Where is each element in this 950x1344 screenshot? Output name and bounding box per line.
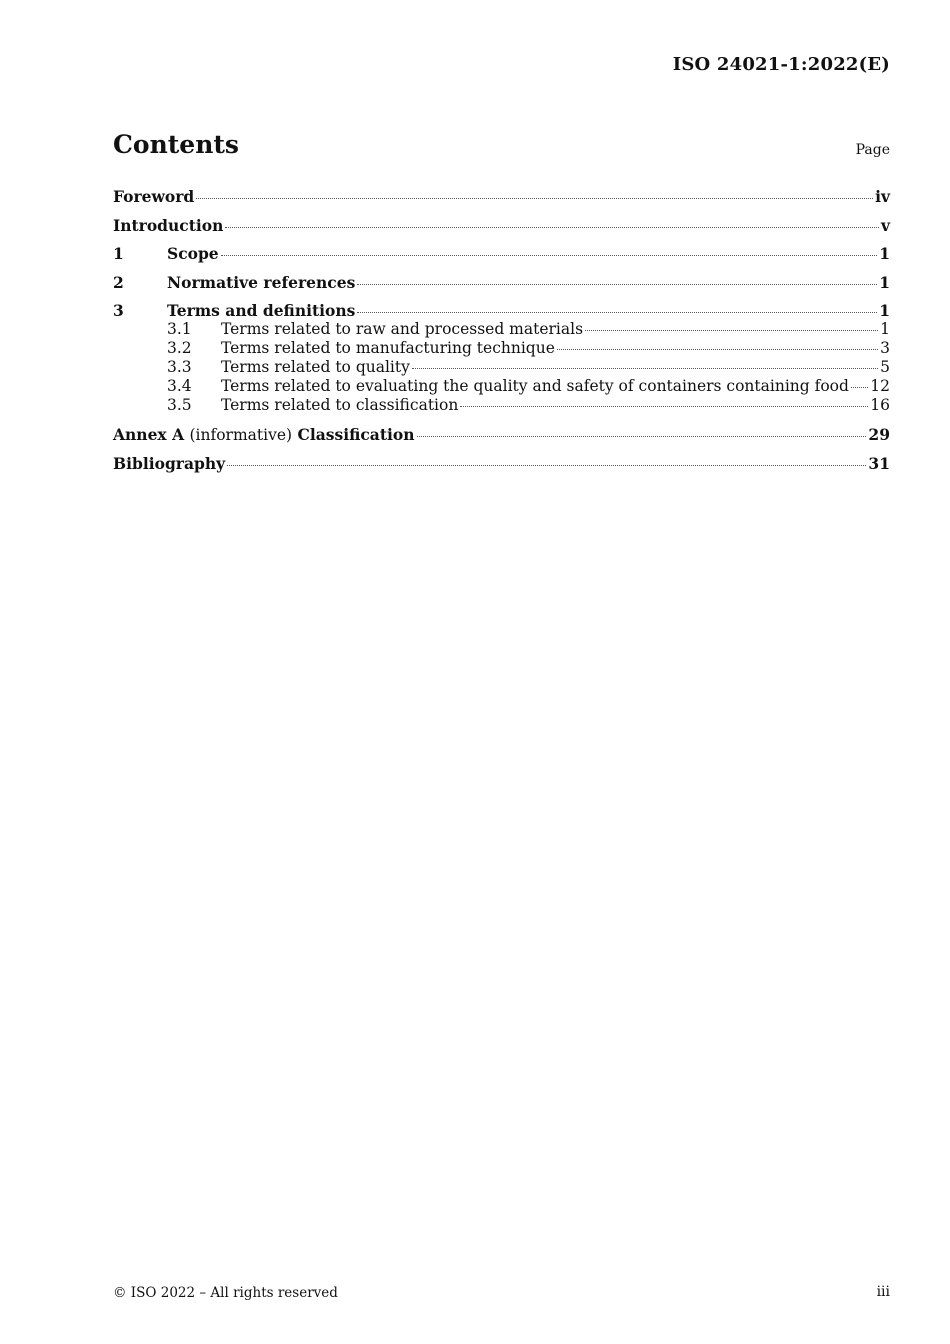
annex-title: Classification [297, 424, 415, 444]
dot-leader [412, 367, 878, 369]
toc-entry-foreword[interactable] [113, 187, 890, 206]
copyright-notice: © ISO 2022 – All rights reserved [113, 1285, 338, 1301]
annex-prefix: Annex A [113, 424, 185, 444]
toc-entry-label: Foreword [113, 187, 195, 206]
toc-entry-page: 1 [879, 272, 890, 292]
toc-entry-number: 3.5 [167, 396, 192, 414]
toc-entry-page: 5 [880, 358, 890, 376]
dot-leader [417, 435, 867, 437]
toc-entry-number: 3.3 [167, 358, 192, 376]
dot-leader [460, 405, 868, 407]
table-of-contents [113, 184, 890, 473]
toc-entry-page: 29 [868, 424, 890, 444]
toc-entry-label: Bibliography [113, 454, 226, 473]
toc-entry-bibliography[interactable] [113, 454, 890, 473]
toc-entry-number: 3.2 [167, 339, 192, 357]
toc-entry-number: 3 [113, 301, 124, 320]
toc-entry-page: 1 [879, 301, 890, 320]
document-identifier: ISO 24021-1:2022(E) [672, 54, 890, 75]
page-number: iii [876, 1284, 890, 1300]
toc-entry-label: Terms related to manufacturing technique [221, 339, 555, 357]
toc-entry-number: 1 [113, 244, 124, 263]
toc-subentry-3-5[interactable] [113, 396, 890, 415]
dot-leader [851, 386, 868, 388]
toc-entry-label: Terms and definitions [167, 301, 356, 320]
toc-entry-label: Terms related to evaluating the quality and safety of containers containing food [221, 377, 849, 395]
toc-entry-page: 1 [880, 320, 890, 338]
contents-heading: Contents [113, 130, 240, 159]
toc-subentry-3-3[interactable] [113, 358, 890, 377]
toc-entry-number: 2 [113, 272, 124, 292]
dot-leader [196, 197, 873, 199]
toc-entry-scope[interactable] [113, 244, 890, 263]
dot-leader [221, 254, 878, 256]
toc-subentry-3-4[interactable] [113, 377, 890, 396]
dot-leader [357, 283, 877, 285]
toc-entry-number: 3.1 [167, 320, 192, 338]
toc-entry-page: 12 [870, 377, 890, 395]
dot-leader [227, 464, 866, 466]
toc-entry-page: v [880, 215, 890, 235]
toc-entry-terms-and-definitions[interactable] [113, 301, 890, 320]
toc-entry-label: Normative references [167, 272, 356, 292]
toc-entry-label: Terms related to quality [221, 358, 410, 376]
dot-leader [585, 329, 878, 331]
toc-entry-number: 3.4 [167, 377, 192, 395]
toc-entry-introduction[interactable] [113, 216, 890, 235]
toc-entry-label: Introduction [113, 215, 224, 235]
toc-entry-label: Terms related to raw and processed materials [221, 320, 584, 338]
dot-leader [357, 311, 877, 313]
toc-entry-annex-a[interactable] [113, 425, 890, 445]
toc-subentry-3-1[interactable] [113, 320, 890, 339]
annex-type: (informative) [189, 425, 293, 444]
toc-entry-page: 31 [868, 454, 890, 473]
toc-entry-page: 3 [880, 339, 890, 357]
toc-entry-label [113, 425, 415, 445]
dot-leader [225, 226, 879, 228]
toc-entry-page: 16 [870, 396, 890, 414]
dot-leader [557, 348, 878, 350]
toc-entry-normative-references[interactable] [113, 273, 890, 292]
toc-entry-label: Scope [167, 244, 219, 263]
toc-entry-page: iv [875, 187, 890, 206]
toc-entry-label: Terms related to classification [221, 396, 459, 414]
toc-subentry-3-2[interactable] [113, 339, 890, 358]
toc-entry-page: 1 [879, 244, 890, 263]
page-column-label: Page [855, 142, 890, 158]
